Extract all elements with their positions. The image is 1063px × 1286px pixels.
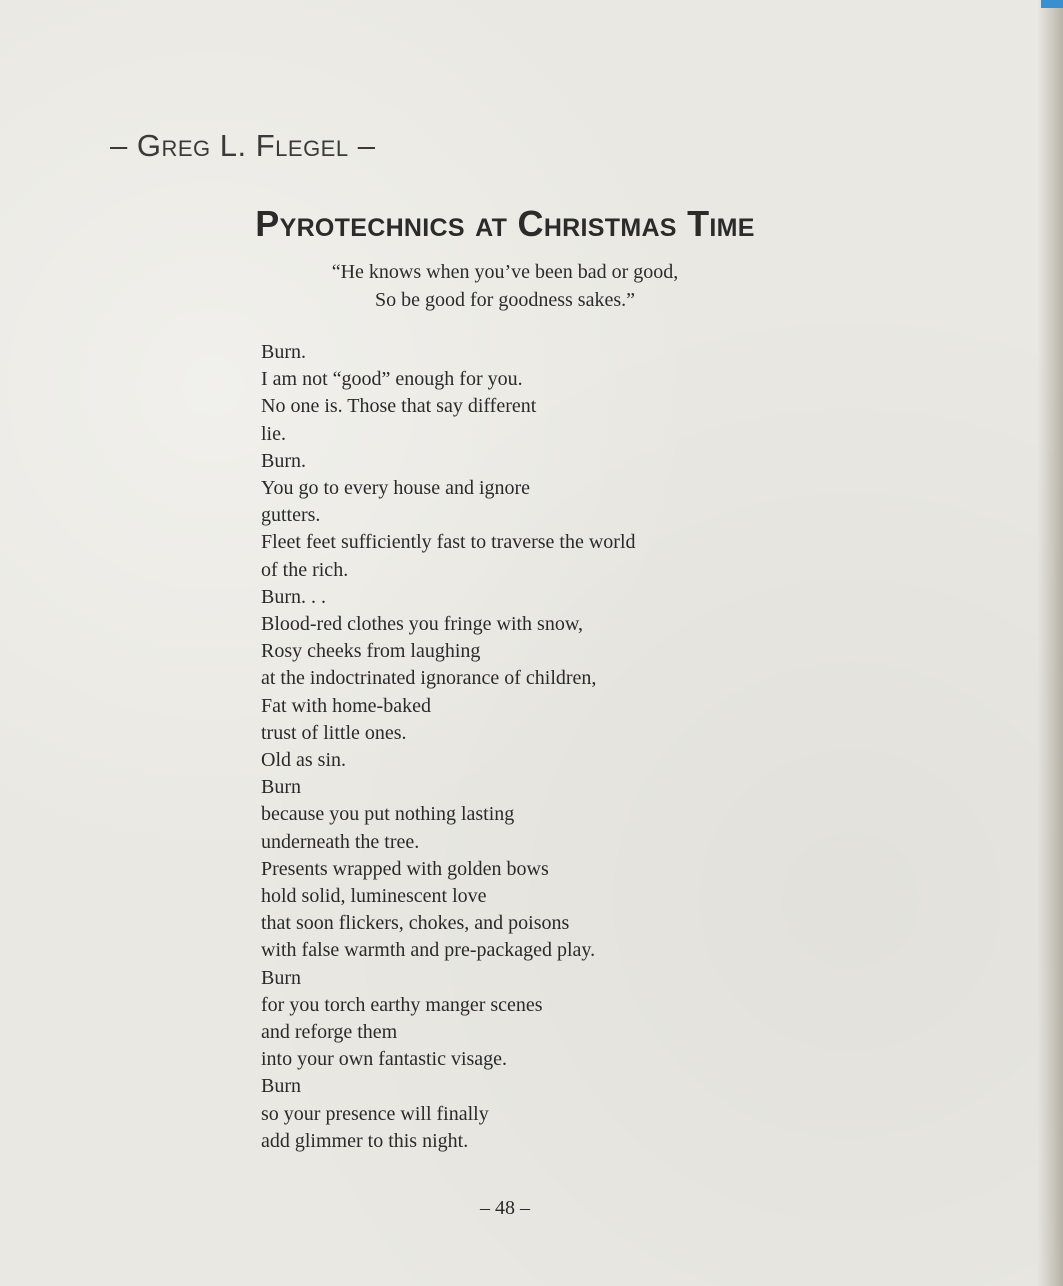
poem-line: Rosy cheeks from laughing [261,640,481,663]
poem-body [261,339,636,1155]
author-name: – Greg L. Flegel – [110,128,376,163]
epigraph-line: “He knows when you’ve been bad or good, [331,261,679,283]
epigraph [0,258,1010,314]
poem-line: at the indoctrinated ignorance of children, [261,667,597,690]
poem-line: because you put nothing lasting [261,803,515,826]
epigraph-line: So be good for goodness sakes.” [375,289,635,311]
poem-line: for you torch earthy manger scenes [261,993,543,1016]
poem-line: Old as sin. [261,749,346,772]
poem-line: Fat with home-baked [261,694,431,717]
page-number: – 48 – [480,1197,530,1219]
poem-line: Burn [261,966,301,989]
poem-line: lie. [261,422,286,445]
poem-line: Burn. [261,341,306,363]
poem-line: with false warmth and pre-packaged play. [261,939,596,962]
page-edge-tab [1041,0,1063,8]
poem-line: trust of little ones. [261,721,407,744]
poem-line: into your own fantastic visage. [261,1048,508,1071]
poem-line: You go to every house and ignore [261,477,531,500]
poem-line: underneath the tree. [261,830,420,853]
poem-line: No one is. Those that say different [261,395,537,418]
poem-line: Fleet feet sufficiently fast to traverse the world [261,531,636,554]
poem-line: Burn. [261,449,306,472]
poem-line: I am not “good” enough for you. [261,368,523,391]
poem-line: Burn. . . [261,585,326,608]
poem-line: Burn [261,1075,301,1098]
poem-line: Burn [261,776,301,799]
poem-line: that soon flickers, chokes, and poisons [261,912,570,935]
poem-line: so your presence will finally [261,1102,489,1125]
poem-line: Blood-red clothes you fringe with snow, [261,613,583,636]
poem-line: gutters. [261,504,321,527]
poem-line: and reforge them [261,1021,398,1044]
poem-title: Pyrotechnics at Christmas Time [255,203,755,244]
poem-line: of the rich. [261,558,349,581]
poem-line: add glimmer to this night. [261,1129,469,1152]
poem-line: Presents wrapped with golden bows [261,857,549,880]
poem-line: hold solid, luminescent love [261,885,487,908]
page-edge-shadow [1037,0,1063,1286]
